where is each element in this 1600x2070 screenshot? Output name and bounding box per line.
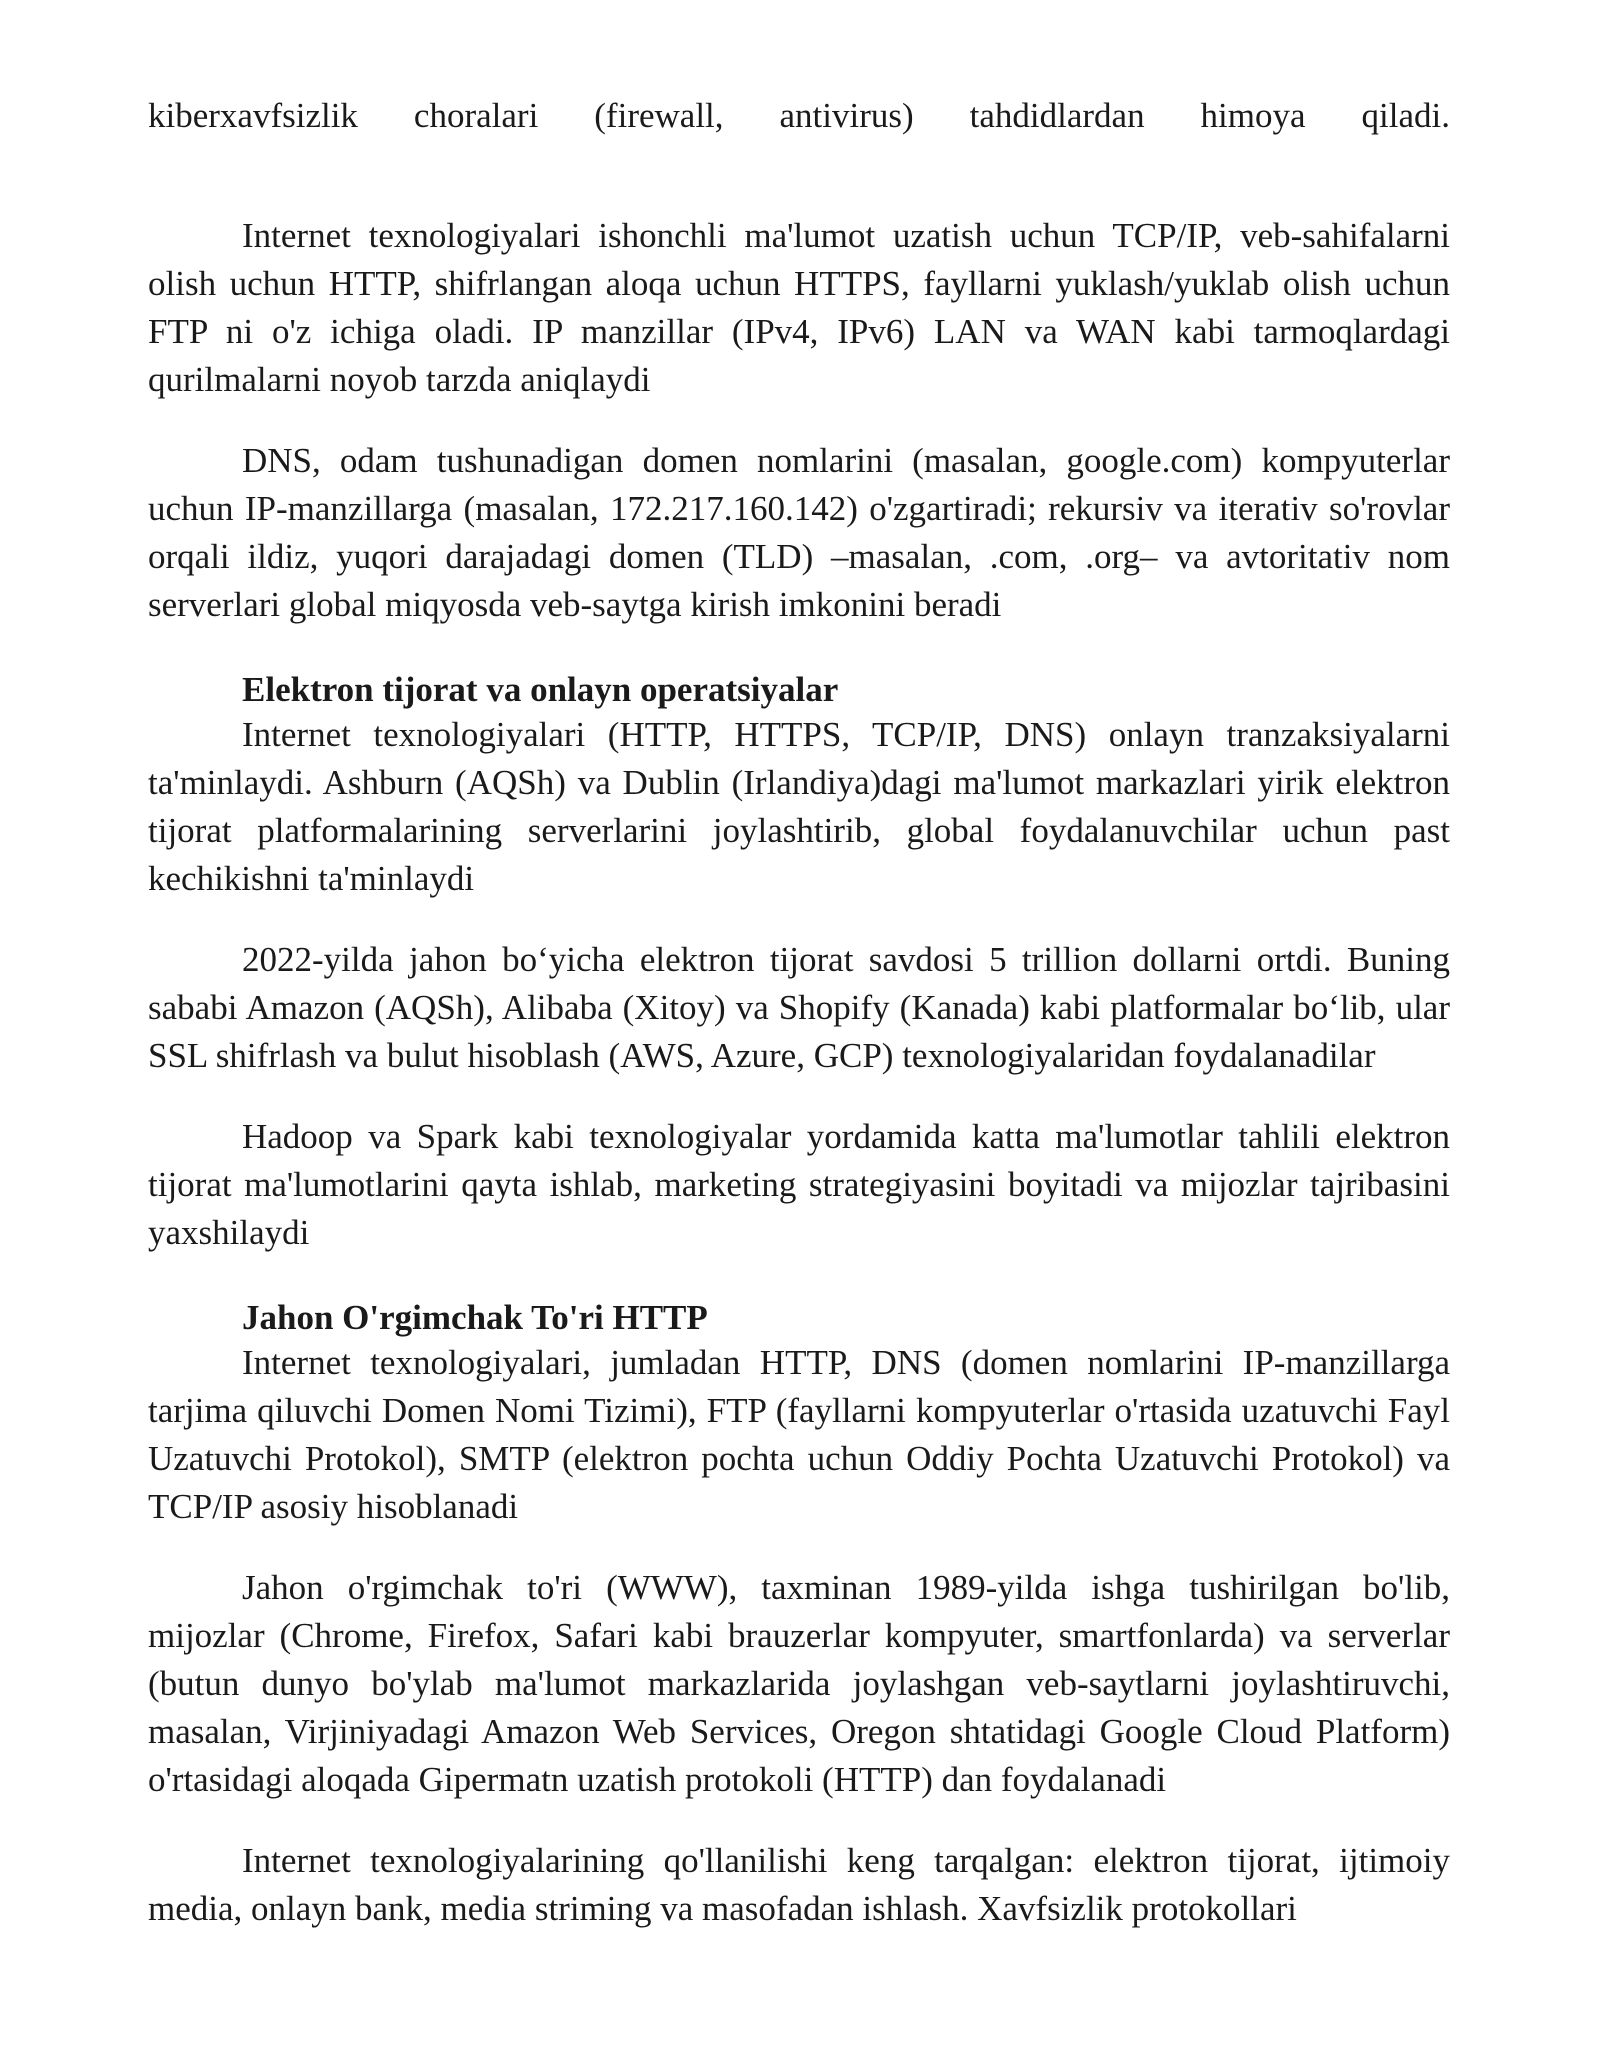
document-page bbox=[148, 92, 1450, 1933]
carryover-paragraph: kiberxavfsizlik choralari (firewall, antivirus) tahdidlardan himoya qiladi. bbox=[148, 96, 1450, 135]
paragraph-world-wide-web: Jahon o'rgimchak to'ri (WWW), taxminan 1989-yilda ishga tushirilgan bo'lib, mijozlar (Chrome, Firefox, Safari kabi brauzerlar kompyuter, smartfonlarda) va serverlar (butun dunyo bo'ylab ma'lumot markazlarida joylashgan veb-saytlarni joylashtiruvchi, masalan, Virjiniyadagi Amazon Web Services, Oregon shtatidagi Google Cloud Platform) o'rtasidagi aloqada Gipermatn uzatish protokoli (HTTP) dan foydalanadi bbox=[148, 1568, 1450, 1799]
paragraph-core-protocols: Internet texnologiyalari, jumladan HTTP, DNS (domen nomlarini IP-manzillarga tarjima qiluvchi Domen Nomi Tizimi), FTP (fayllarni kompyuterlar o'rtasida uzatuvchi Fayl Uzatuvchi Protokol), SMTP (elektron pochta uchun Oddiy Pochta Uzatuvchi Protokol) va TCP/IP asosiy hisoblanadi bbox=[148, 1343, 1450, 1526]
paragraph-dns: DNS, odam tushunadigan domen nomlarini (masalan, google.com) kompyuterlar uchun IP-manzillarga (masalan, 172.217.160.142) o'zgartiradi; rekursiv va iterativ so'rovlar orqali ildiz, yuqori darajadagi domen (TLD) –masalan, .com, .org– va avtoritativ nom serverlari global miqyosda veb-saytga kirish imkonini beradi bbox=[148, 441, 1450, 624]
paragraph-applications: Internet texnologiyalarining qo'llanilishi keng tarqalgan: elektron tijorat, ijtimoiy media, onlayn bank, media striming va masofadan ishlash. Xavfsizlik protokollari bbox=[148, 1841, 1450, 1928]
paragraph-online-transactions: Internet texnologiyalari (HTTP, HTTPS, TCP/IP, DNS) onlayn tranzaksiyalarni ta'minlaydi. Ashburn (AQSh) va Dublin (Irlandiya)dagi ma'lumot markazlari yirik elektron tijorat platformalarining serverlarini joylashtirib, global foydalanuvchilar uchun past kechikishni ta'minlaydi bbox=[148, 715, 1450, 898]
section-heading-ecommerce: Elektron tijorat va onlayn operatsiyalar bbox=[242, 670, 839, 709]
section-heading-www-http: Jahon O'rgimchak To'ri HTTP bbox=[242, 1298, 708, 1337]
paragraph-big-data: Hadoop va Spark kabi texnologiyalar yordamida katta ma'lumotlar tahlili elektron tijorat ma'lumotlarini qayta ishlab, marketing strategiyasini boyitadi va mijozlar tajribasini yaxshilaydi bbox=[148, 1117, 1450, 1252]
paragraph-ecommerce-sales: 2022-yilda jahon bo‘yicha elektron tijorat savdosi 5 trillion dollarni ortdi. Buning sababi Amazon (AQSh), Alibaba (Xitoy) va Shopify (Kanada) kabi platformalar bo‘lib, ular SSL shifrlash va bulut hisoblash (AWS, Azure, GCP) texnologiyalaridan foydalanadilar bbox=[148, 940, 1450, 1075]
paragraph-internet-protocols: Internet texnologiyalari ishonchli ma'lumot uzatish uchun TCP/IP, veb-sahifalarni olish uchun HTTP, shifrlangan aloqa uchun HTTPS, fayllarni yuklash/yuklab olish uchun FTP ni o'z ichiga oladi. IP manzillar (IPv4, IPv6) LAN va WAN kabi tarmoqlardagi qurilmalarni noyob tarzda aniqlaydi bbox=[148, 216, 1450, 399]
